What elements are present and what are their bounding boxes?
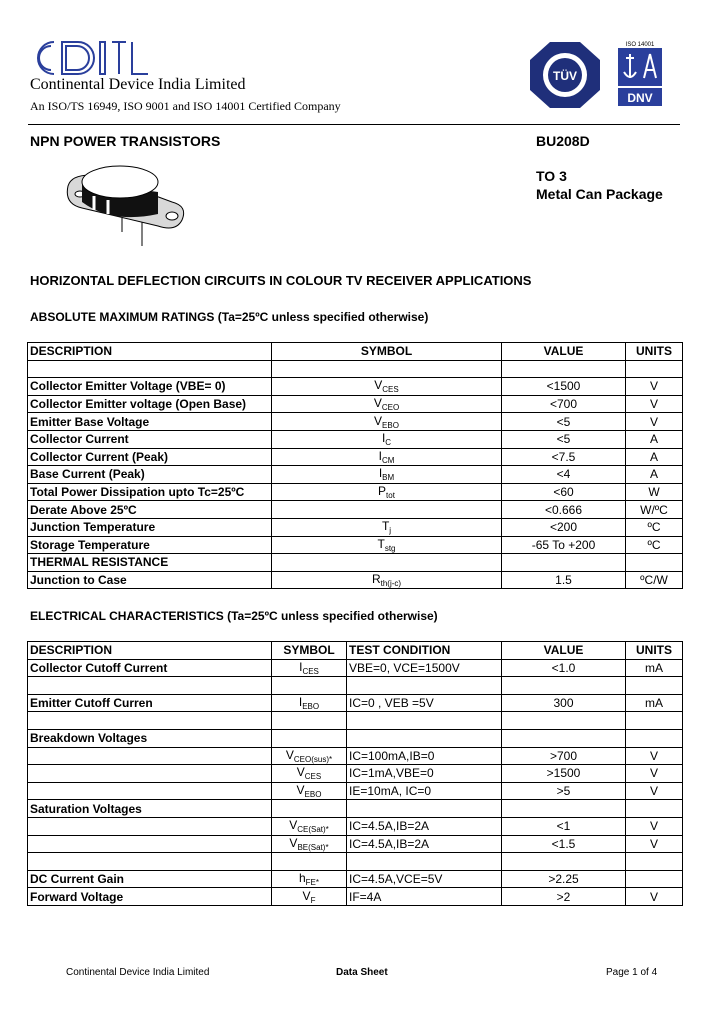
package-name: Metal Can Package (536, 186, 663, 202)
symbol-letter: T (377, 536, 385, 551)
description-cell: Junction Temperature (28, 518, 272, 536)
test-condition-cell: IC=0 , VEB =5V (347, 694, 502, 712)
tuv-certification-badge (528, 40, 602, 110)
column-header: TEST CONDITION (347, 642, 502, 660)
table-row (28, 483, 683, 501)
symbol-letter: I (381, 431, 386, 446)
dnv-certification-badge (614, 38, 666, 110)
unit-cell (626, 853, 683, 871)
test-condition-cell: IC=4.5A,IB=2A (347, 835, 502, 853)
test-condition-cell: IC=1mA,VBE=0 (347, 765, 502, 783)
table-row (28, 413, 683, 431)
symbol-cell (272, 466, 502, 484)
value-cell: <60 (502, 483, 626, 501)
symbol-letter: V (373, 396, 382, 411)
unit-cell (626, 870, 683, 888)
symbol-letter: I (378, 466, 383, 481)
column-header: SYMBOL (272, 343, 502, 361)
description-cell: Junction to Case (28, 571, 272, 589)
description-cell (28, 853, 272, 871)
description-cell: Forward Voltage (28, 888, 272, 906)
description-cell (28, 765, 272, 783)
table-row (28, 800, 683, 818)
company-name: Continental Device India Limited (30, 76, 246, 93)
description-cell: Collector Current (Peak) (28, 448, 272, 466)
value-cell (502, 800, 626, 818)
unit-cell: V (626, 747, 683, 765)
symbol-letter: R (371, 572, 381, 587)
value-cell: 300 (502, 694, 626, 712)
unit-cell (626, 554, 683, 572)
column-header: UNITS (626, 343, 683, 361)
symbol-letter: V (374, 378, 383, 393)
iso-14001-label: ISO 14001 (625, 42, 655, 48)
symbol-cell (272, 483, 502, 501)
description-cell (28, 747, 272, 765)
product-type: NPN POWER TRANSISTORS (30, 133, 221, 149)
symbol-letter: V (296, 765, 305, 780)
description-cell: Collector Cutoff Current (28, 659, 272, 677)
table-row (28, 765, 683, 783)
value-cell: >700 (502, 747, 626, 765)
value-cell: <7.5 (502, 448, 626, 466)
footer-page-number: Page 1 of 4 (606, 967, 658, 978)
description-cell: Emitter Cutoff Curren (28, 694, 272, 712)
unit-cell (626, 677, 683, 695)
symbol-letter: T (381, 519, 390, 534)
symbol-cell (272, 835, 347, 853)
symbol-subscript: CES (304, 772, 322, 782)
unit-cell: V (626, 782, 683, 800)
cdil-logo (30, 36, 150, 80)
value-cell: <4 (502, 466, 626, 484)
unit-cell: A (626, 466, 683, 484)
value-cell: 1.5 (502, 571, 626, 589)
test-condition-cell (347, 853, 502, 871)
value-cell (502, 554, 626, 572)
symbol-cell (272, 395, 502, 413)
value-cell: -65 To +200 (502, 536, 626, 554)
absolute-max-ratings-table (27, 342, 683, 589)
header-divider (28, 124, 680, 125)
symbol-subscript: F (310, 895, 316, 905)
symbol-cell (272, 536, 502, 554)
application-heading: HORIZONTAL DEFLECTION CIRCUITS IN COLOUR TV RECEIVER APPLICATIONS (30, 273, 532, 288)
value-cell: <5 (502, 413, 626, 431)
unit-cell: A (626, 430, 683, 448)
unit-cell: W (626, 483, 683, 501)
symbol-subscript: th(j-c) (380, 579, 402, 589)
symbol-subscript: j (389, 526, 392, 536)
absolute-max-ratings-title: ABSOLUTE MAXIMUM RATINGS (Ta=25ºC unless specified otherwise) (30, 310, 429, 324)
symbol-subscript: EBO (382, 420, 399, 430)
table-row (28, 536, 683, 554)
symbol-subscript: C (385, 438, 392, 448)
description-cell: Total Power Dissipation upto Tc=25ºC (28, 483, 272, 501)
unit-cell: mA (626, 694, 683, 712)
symbol-subscript: tot (386, 491, 395, 501)
description-cell: Saturation Voltages (28, 800, 272, 818)
symbol-letter: I (298, 695, 303, 710)
test-condition-cell: IC=4.5A,VCE=5V (347, 870, 502, 888)
symbol-cell (272, 782, 347, 800)
table-row (28, 448, 683, 466)
description-cell (28, 835, 272, 853)
electrical-characteristics-title: ELECTRICAL CHARACTERISTICS (Ta=25ºC unless specified otherwise) (30, 609, 438, 623)
table-row (28, 395, 683, 413)
dnv-text: DNV (627, 91, 653, 105)
symbol-subscript: CES (382, 385, 399, 395)
test-condition-cell (347, 729, 502, 747)
value-cell (502, 712, 626, 730)
empty-cell (502, 360, 626, 378)
symbol-letter: h (298, 871, 306, 886)
symbol-subscript: CEO(sus)* (293, 754, 333, 764)
symbol-letter: V (296, 783, 305, 798)
table-header-row (28, 343, 683, 361)
unit-cell: V (626, 817, 683, 835)
table-row (28, 694, 683, 712)
footer-doc-type: Data Sheet (336, 967, 388, 978)
spacer-row (28, 360, 683, 378)
test-condition-cell: IE=10mA, IC=0 (347, 782, 502, 800)
unit-cell: mA (626, 659, 683, 677)
symbol-subscript: CM (381, 455, 395, 465)
table-row (28, 554, 683, 572)
value-cell: <1500 (502, 378, 626, 396)
test-condition-cell: VBE=0, VCE=1500V (347, 659, 502, 677)
description-cell: Collector Emitter voltage (Open Base) (28, 395, 272, 413)
table-row (28, 378, 683, 396)
symbol-subscript: FE* (305, 878, 320, 888)
description-cell: THERMAL RESISTANCE (28, 554, 272, 572)
table-row (28, 466, 683, 484)
value-cell: <700 (502, 395, 626, 413)
test-condition-cell: IF=4A (347, 888, 502, 906)
symbol-cell (272, 659, 347, 677)
symbol-cell (272, 501, 502, 519)
description-cell: Collector Current (28, 430, 272, 448)
description-cell: Emitter Base Voltage (28, 413, 272, 431)
empty-cell (28, 360, 272, 378)
table-row (28, 853, 683, 871)
unit-cell: W/ºC (626, 501, 683, 519)
value-cell: <5 (502, 430, 626, 448)
table-row (28, 677, 683, 695)
description-cell: Collector Emitter Voltage (VBE= 0) (28, 378, 272, 396)
value-cell: <0.666 (502, 501, 626, 519)
table-row (28, 501, 683, 519)
description-cell: Base Current (Peak) (28, 466, 272, 484)
value-cell: >1500 (502, 765, 626, 783)
table-row (28, 518, 683, 536)
symbol-subscript: stg (384, 543, 396, 553)
table-row (28, 782, 683, 800)
value-cell: >5 (502, 782, 626, 800)
symbol-cell (272, 677, 347, 695)
column-header: VALUE (502, 642, 626, 660)
symbol-subscript: EBO (304, 790, 322, 800)
symbol-letter: V (374, 413, 383, 428)
symbol-cell (272, 571, 502, 589)
symbol-subscript: CEO (381, 403, 400, 413)
unit-cell (626, 800, 683, 818)
symbol-cell (272, 712, 347, 730)
description-cell (28, 782, 272, 800)
column-header: SYMBOL (272, 642, 347, 660)
table-row (28, 835, 683, 853)
symbol-cell (272, 694, 347, 712)
to3-package-image (62, 152, 192, 252)
unit-cell (626, 729, 683, 747)
symbol-subscript: BE(Sat)* (297, 842, 329, 852)
symbol-subscript: CES (302, 666, 319, 676)
table-row (28, 870, 683, 888)
table-row (28, 430, 683, 448)
unit-cell: V (626, 765, 683, 783)
symbol-cell (272, 870, 347, 888)
symbol-cell (272, 413, 502, 431)
unit-cell: ºC/W (626, 571, 683, 589)
symbol-cell (272, 448, 502, 466)
value-cell: <1.0 (502, 659, 626, 677)
description-cell: Storage Temperature (28, 536, 272, 554)
symbol-letter: V (285, 747, 294, 762)
part-number: BU208D (536, 133, 590, 149)
package-code: TO 3 (536, 168, 567, 184)
test-condition-cell: IC=4.5A,IB=2A (347, 817, 502, 835)
footer-company: Continental Device India Limited (66, 967, 210, 978)
unit-cell: V (626, 378, 683, 396)
table-row (28, 817, 683, 835)
unit-cell: A (626, 448, 683, 466)
description-cell: Breakdown Voltages (28, 729, 272, 747)
value-cell: <1.5 (502, 835, 626, 853)
column-header: UNITS (626, 642, 683, 660)
value-cell (502, 729, 626, 747)
unit-cell: V (626, 888, 683, 906)
symbol-subscript: BM (382, 473, 395, 483)
table-row (28, 888, 683, 906)
description-cell: DC Current Gain (28, 870, 272, 888)
symbol-letter: I (299, 659, 303, 674)
symbol-cell (272, 853, 347, 871)
table-row (28, 712, 683, 730)
table-row (28, 659, 683, 677)
unit-cell: V (626, 395, 683, 413)
symbol-cell (272, 765, 347, 783)
unit-cell: ºC (626, 518, 683, 536)
tuv-text: TÜV (553, 69, 577, 83)
value-cell (502, 853, 626, 871)
symbol-letter: V (289, 835, 298, 850)
value-cell: <200 (502, 518, 626, 536)
symbol-cell (272, 888, 347, 906)
unit-cell: V (626, 835, 683, 853)
symbol-subscript: EBO (302, 702, 320, 712)
value-cell: <1 (502, 817, 626, 835)
table-header-row (28, 642, 683, 660)
table-row (28, 729, 683, 747)
test-condition-cell (347, 800, 502, 818)
symbol-letter: I (378, 448, 382, 463)
empty-cell (626, 360, 683, 378)
table-row (28, 747, 683, 765)
symbol-letter: V (302, 888, 311, 903)
value-cell: >2.25 (502, 870, 626, 888)
unit-cell: ºC (626, 536, 683, 554)
description-cell (28, 712, 272, 730)
symbol-letter: P (378, 484, 387, 499)
test-condition-cell: IC=100mA,IB=0 (347, 747, 502, 765)
column-header: DESCRIPTION (28, 642, 272, 660)
symbol-cell (272, 747, 347, 765)
symbol-cell (272, 430, 502, 448)
symbol-cell (272, 518, 502, 536)
value-cell (502, 677, 626, 695)
symbol-subscript: CE(Sat)* (297, 825, 329, 835)
table-row (28, 571, 683, 589)
description-cell: Derate Above 25ºC (28, 501, 272, 519)
description-cell (28, 817, 272, 835)
test-condition-cell (347, 712, 502, 730)
test-condition-cell (347, 677, 502, 695)
symbol-cell (272, 729, 347, 747)
unit-cell (626, 712, 683, 730)
symbol-cell (272, 800, 347, 818)
symbol-cell (272, 378, 502, 396)
unit-cell: V (626, 413, 683, 431)
symbol-letter: V (289, 818, 298, 833)
description-cell (28, 677, 272, 695)
empty-cell (272, 360, 502, 378)
company-tagline: An ISO/TS 16949, ISO 9001 and ISO 14001 Certified Company (30, 99, 341, 113)
column-header: DESCRIPTION (28, 343, 272, 361)
electrical-characteristics-table (27, 641, 683, 906)
symbol-cell (272, 554, 502, 572)
symbol-cell (272, 817, 347, 835)
column-header: VALUE (502, 343, 626, 361)
value-cell: >2 (502, 888, 626, 906)
